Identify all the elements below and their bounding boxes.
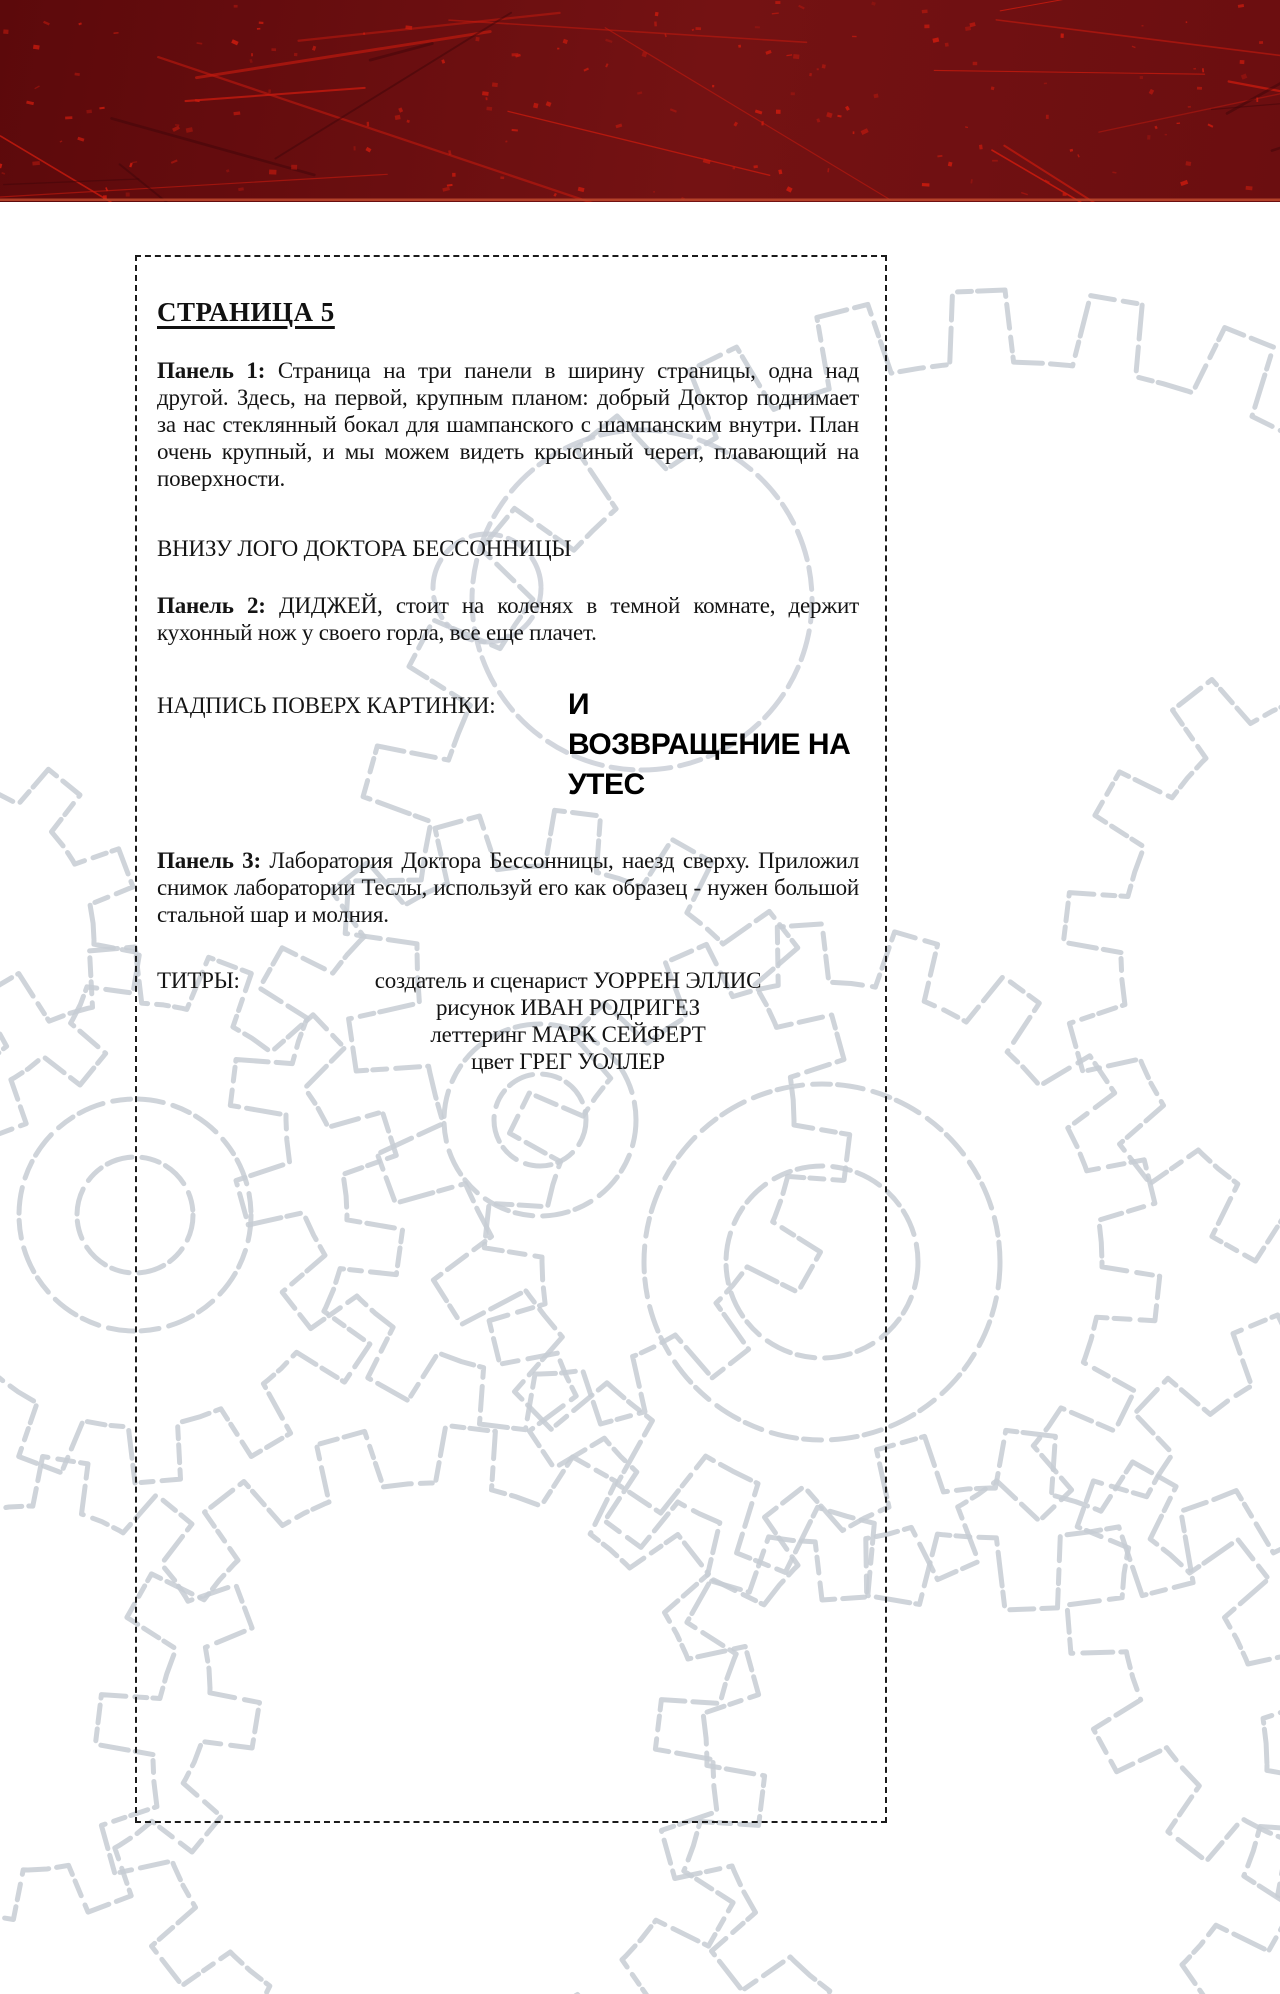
panel-1-text: Страница на три панели в ширину страницы, одна над другой. Здесь, на первой, крупным планом: добрый Доктор поднимает за нас стеклянный бокал для шампанского с шампанским внутри. План очень крупный, и мы можем видеть крысиный череп, плавающий на поверхности. — [157, 358, 859, 491]
panel-2-label: Панель 2: — [157, 593, 266, 618]
credit-line: создатель и сценарист УОРРЕН ЭЛЛИС — [374, 968, 762, 993]
script-page — [135, 255, 887, 1823]
caption-row — [157, 688, 859, 812]
panel-1-label: Панель 1: — [157, 358, 266, 383]
credit-line: рисунок ИВАН РОДРИГЕЗ — [436, 995, 700, 1020]
credits-list — [372, 967, 764, 1075]
red-grunge-banner — [0, 0, 1280, 202]
caption-title-line: ВОЗВРАЩЕНИЕ НА — [568, 728, 851, 761]
credits-row — [157, 967, 859, 1077]
panel-3-label: Панель 3: — [157, 848, 261, 873]
credit-line: леттеринг МАРК СЕЙФЕРТ — [430, 1022, 706, 1047]
page-title: СТРАНИЦА 5 — [157, 297, 335, 327]
panel-2-description — [157, 592, 859, 646]
logo-note: ВНИЗУ ЛОГО ДОКТОРА БЕССОННИЦЫ — [157, 536, 572, 561]
caption-title — [568, 685, 850, 805]
panel-3-text: Лаборатория Доктора Бессонницы, наезд сверху. Приложил снимок лаборатории Теслы, используй его как образец - нужен большой стальной шар и молния. — [157, 848, 859, 927]
panel-2-text: ДИДЖЕЙ, стоит на коленях в темной комнате, держит кухонный нож у своего горла, все еще плачет. — [157, 593, 859, 645]
panel-1-description — [157, 357, 859, 492]
banner-scratch-texture — [0, 0, 1280, 202]
caption-label: НАДПИСЬ ПОВЕРХ КАРТИНКИ: — [157, 693, 496, 718]
panel-3-description — [157, 847, 859, 928]
credit-line: цвет ГРЕГ УОЛЛЕР — [471, 1049, 665, 1074]
caption-title-line: И — [568, 688, 590, 721]
caption-title-line: УТЕС — [568, 768, 645, 801]
credits-label: ТИТРЫ: — [157, 968, 240, 993]
